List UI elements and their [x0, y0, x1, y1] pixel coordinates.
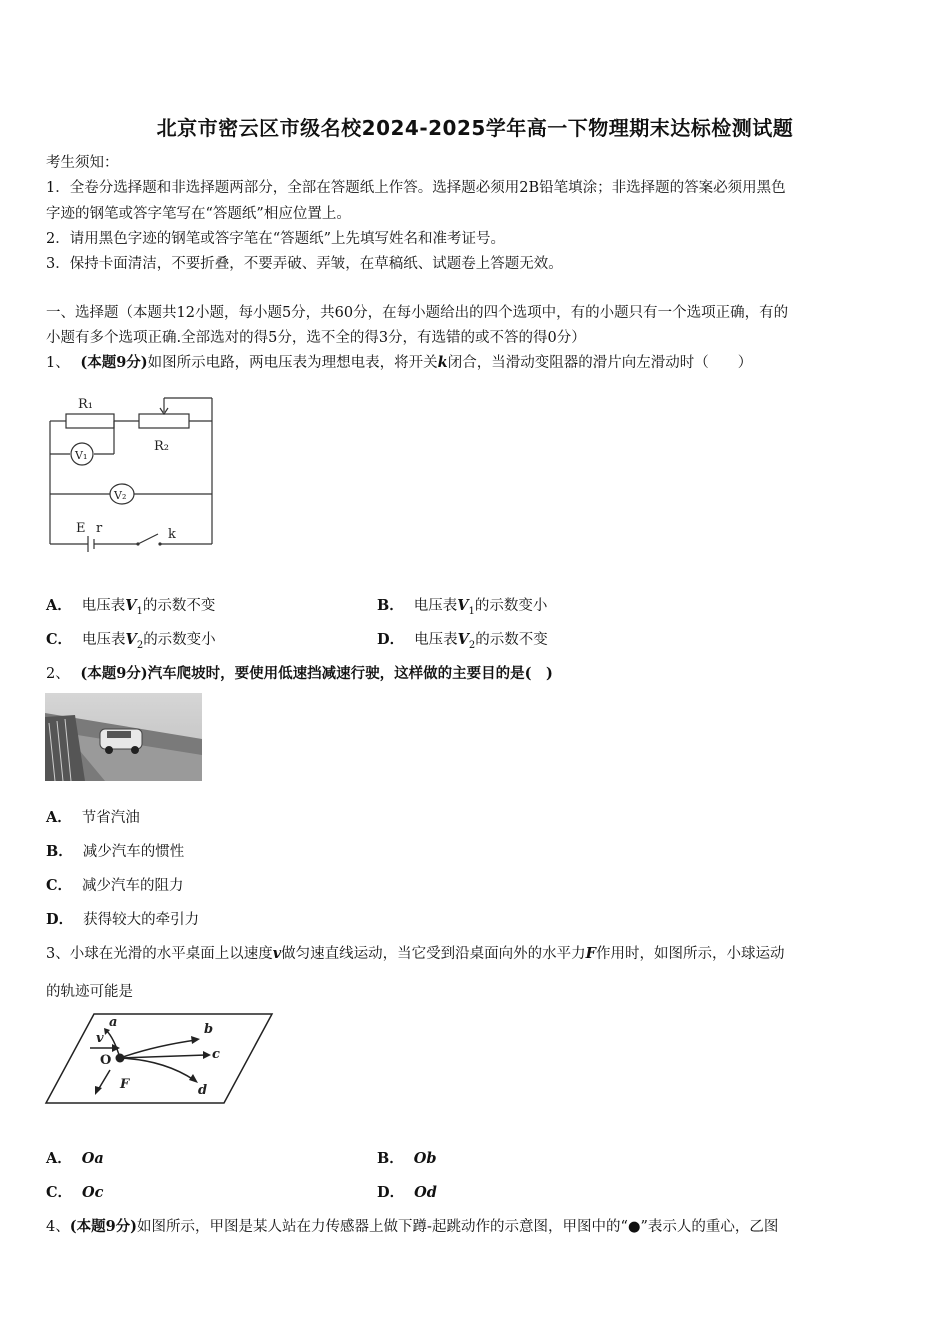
option-d: D． 获得较大的牵引力 — [46, 911, 200, 928]
option-b: B． Ob — [377, 1150, 437, 1167]
notice-item: 3．保持卡面清洁，不要折叠，不要弄破、弄皱，在草稿纸、试题卷上答题无效。 — [46, 256, 563, 272]
circuit-diagram — [44, 388, 219, 553]
question-text: 闭合，当滑动变阻器的滑片向左滑动时（ ） — [447, 355, 753, 371]
car-on-slope-photo — [45, 693, 202, 781]
question-score: (本题9分) — [69, 1218, 138, 1235]
question-score: (本题9分) — [80, 665, 148, 682]
label-v1: V₁ — [75, 449, 88, 462]
label-c: c — [212, 1047, 220, 1062]
label-a: a — [109, 1015, 118, 1030]
question-text: 小球在光滑的水平桌面上以速度 — [69, 946, 273, 962]
question-3 — [46, 942, 908, 963]
option-c: C． 电压表$V_2$的示数变小 — [46, 631, 216, 651]
section-heading-line2: 小题有多个选项正确.全部选对的得5分，选不全的得3分，有选错的或不答的得0分） — [46, 330, 586, 346]
question-4 — [46, 1215, 778, 1236]
question-text: 汽车爬坡时，要使用低速挡减速行驶，这样做的主要目的是( ) — [147, 665, 553, 682]
option-a: A． 电压表$V_1$的示数不变 — [46, 597, 216, 617]
label-d: d — [198, 1083, 208, 1098]
variable-f: F — [585, 945, 596, 962]
label-f: F — [120, 1077, 130, 1092]
label-o: O — [100, 1053, 112, 1068]
question-text: 做匀速直线运动，当它受到沿桌面向外的水平力 — [281, 946, 586, 962]
label-r2: R₂ — [154, 439, 169, 454]
question-number: 4、 — [46, 1219, 70, 1235]
label-e: E — [76, 521, 86, 536]
option-b: B． 电压表$V_1$的示数变小 — [377, 597, 548, 617]
question-number: 2、 — [46, 666, 70, 682]
option-d: D． 电压表$V_2$的示数不变 — [377, 631, 548, 651]
option-c: C． Oc — [46, 1184, 104, 1201]
question-number: 1、 — [46, 355, 70, 371]
question-text: 作用时，如图所示，小球运动 — [595, 946, 785, 962]
variable-k: k — [437, 354, 448, 371]
variable-v: v — [272, 945, 282, 962]
notice-heading: 考生须知： — [46, 155, 119, 171]
notice-item: 1．全卷分选择题和非选择题两部分，全部在答题纸上作答。选择题必须用2B铅笔填涂；非选择题的答案必须用黑色 — [46, 180, 786, 196]
question-2 — [46, 662, 553, 683]
option-c: C． 减少汽车的阻力 — [46, 877, 184, 894]
label-r1: R₁ — [78, 397, 93, 412]
question-number: 3、 — [46, 946, 70, 962]
page-title: 北京市密云区市级名校2024-2025学年高一下物理期末达标检测试题 — [156, 116, 794, 140]
label-b: b — [204, 1022, 214, 1037]
question-1 — [46, 351, 752, 372]
option-b: B． 减少汽车的惯性 — [46, 843, 185, 860]
notice-item: 2．请用黑色字迹的钢笔或答字笔在“答题纸”上先填写姓名和准考证号。 — [46, 231, 506, 247]
section-heading-line1: 一、选择题（本题共12小题，每小题5分，共60分，在每小题给出的四个选项中，有的小题只有一个选项正确，有的 — [46, 305, 789, 321]
question-text: 如图所示电路，两电压表为理想电表，将开关 — [147, 355, 438, 371]
question-text: 如图所示，甲图是某人站在力传感器上做下蹲-起跳动作的示意图，甲图中的“●”表示人的重心，乙图 — [137, 1219, 779, 1235]
option-d: D． Od — [377, 1184, 437, 1201]
question-score: (本题9分) — [80, 354, 148, 371]
trajectory-diagram — [44, 1008, 276, 1108]
label-k: k — [168, 527, 176, 542]
option-a: A． 节省汽油 — [46, 809, 140, 826]
label-v: v — [96, 1031, 104, 1046]
question-3-line2: 的轨迹可能是 — [46, 984, 133, 1000]
notice-item: 字迹的钢笔或答字笔写在“答题纸”相应位置上。 — [46, 206, 351, 222]
label-r: r — [96, 521, 103, 536]
label-v2: V₂ — [114, 489, 127, 502]
option-a: A． Oa — [46, 1150, 104, 1167]
